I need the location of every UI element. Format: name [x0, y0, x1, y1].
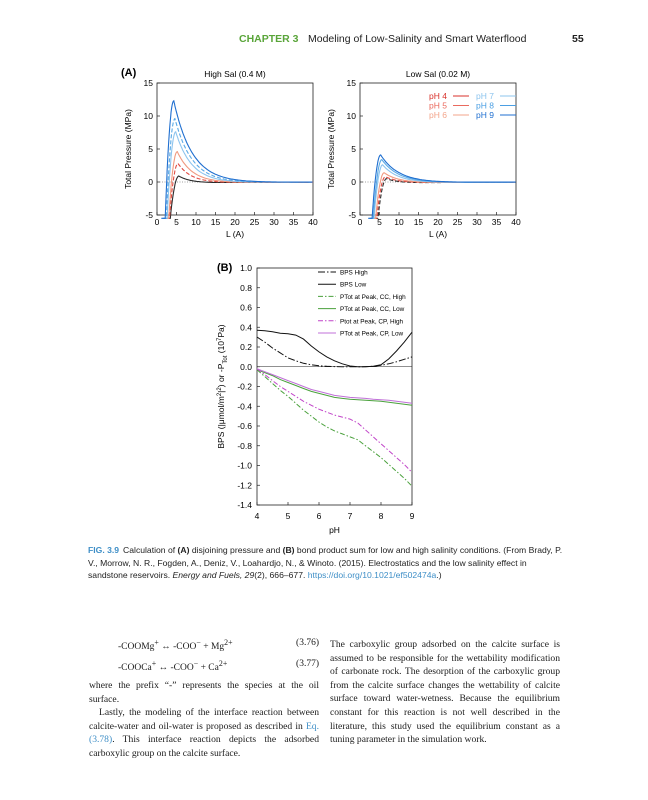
y-tick-label: -1.0 — [237, 460, 252, 471]
x-axis-label: L (A) — [428, 229, 448, 239]
y-tick-label: -0.4 — [237, 401, 252, 412]
legend-label: Ptot at Peak, CP, High — [340, 318, 404, 326]
y-tick-label: 0.6 — [240, 302, 252, 313]
legend-label: BPS Low — [340, 281, 367, 289]
x-tick-label: 20 — [230, 217, 240, 227]
y-axis-label: Total Pressure (MPa) — [326, 109, 336, 189]
x-tick-label: 6 — [316, 511, 322, 521]
x-tick-label: 25 — [452, 217, 463, 227]
chart-title: High Sal (0.4 M) — [204, 69, 266, 79]
paragraph: Lastly, the modeling of the interface reaction between calcite-water and oil-water is proposed as described in Eq. (3.78). This interface reaction depicts the adsorbed carboxylic group on the calcite surface. — [89, 707, 319, 759]
figure-caption — [88, 544, 568, 582]
y-tick-label: -1.4 — [237, 500, 252, 510]
x-tick-label: 35 — [288, 217, 299, 227]
y-axis-label: BPS $(|\mu mol/m^2|^2)$ or $-P_{Tot}$ $(10^7Pa)$ — [216, 324, 229, 449]
legend-label: pH 5 — [429, 100, 447, 111]
series-line — [374, 179, 516, 219]
y-tick-label: -1.2 — [237, 480, 252, 491]
bps-plot — [216, 263, 415, 535]
y-tick-label: 0.4 — [240, 322, 252, 333]
y-tick-label: -5 — [145, 210, 153, 220]
chapter-label: CHAPTER 3 — [239, 33, 299, 45]
equation-body: -COOCa+ ↔ $-COO^- + Ca^{2+}$ — [118, 659, 228, 674]
pressure-plot-low-sal — [326, 69, 521, 239]
x-tick-label: 10 — [394, 217, 404, 227]
equation-link[interactable]: Eq. (3.78) — [89, 720, 319, 746]
legend-label: PTot at Peak, CC, High — [340, 293, 406, 301]
x-tick-label: 0 — [357, 217, 363, 227]
caption-text: (2), 666–677. — [254, 570, 308, 581]
caption-bold-a: (A) — [177, 545, 190, 555]
equation-body: -COOMg+ ↔ $-COO^- + Mg^{2+}$ — [118, 638, 233, 653]
x-tick-label: 20 — [433, 217, 443, 227]
y-tick-label: -0.2 — [237, 381, 252, 392]
series-line — [161, 101, 312, 219]
legend-label: PTot at Peak, CP, Low — [340, 330, 404, 338]
y-tick-label: 1.0 — [240, 263, 252, 273]
x-tick-label: 5 — [174, 217, 179, 227]
series-line — [369, 160, 514, 219]
y-tick-label: 10 — [143, 111, 153, 121]
x-tick-label: 25 — [249, 217, 260, 227]
x-tick-label: 5 — [377, 217, 382, 227]
x-tick-label: 35 — [491, 217, 502, 227]
x-tick-label: 9 — [409, 511, 415, 521]
series-line — [370, 165, 515, 219]
pressure-plot-high-sal — [123, 69, 318, 239]
y-tick-label: -0.8 — [237, 440, 252, 451]
y-tick-label: 0 — [351, 177, 356, 187]
chapter-title: Modeling of Low-Salinity and Smart Waterflood — [308, 33, 527, 45]
page-number: 55 — [572, 33, 584, 45]
y-tick-label: 15 — [346, 78, 356, 88]
equation-3-77 — [89, 659, 319, 673]
y-tick-label: -5 — [348, 210, 356, 220]
x-axis-label: L (A) — [225, 229, 245, 239]
series-line — [166, 164, 313, 219]
chart-title: Low Sal (0.02 M) — [405, 69, 471, 79]
x-tick-label: 7 — [347, 511, 353, 521]
series-line — [163, 132, 312, 219]
caption-text: bond product sum for low and high salinity conditions. (From Brady, P. V., Morrow, N. R., Fogden, A., Deniz, V., Loahardjo, N., & Winoto. (2015). Electrostatics and the low salinity effect in sandstone reservoirs. — [88, 545, 563, 581]
x-tick-label: 15 — [210, 217, 221, 227]
legend-label: pH 9 — [476, 110, 494, 120]
series-line — [257, 369, 412, 473]
legend-label: pH 7 — [476, 91, 494, 101]
legend — [318, 270, 406, 338]
panel-label-b: (B) — [217, 262, 233, 274]
caption-text: .) — [436, 570, 442, 581]
y-tick-label: 5 — [148, 144, 153, 154]
series-line — [165, 152, 312, 219]
equation-3-76 — [89, 638, 319, 652]
y-tick-label: 15 — [143, 78, 153, 88]
series-line — [257, 370, 412, 487]
x-axis-label: pH — [329, 525, 340, 535]
legend-label: PTot at Peak, CC, Low — [340, 306, 405, 314]
y-tick-label: 0.2 — [240, 342, 252, 352]
x-tick-label: 30 — [269, 217, 279, 227]
x-tick-label: 5 — [285, 511, 291, 521]
plot-frame — [157, 83, 313, 215]
x-tick-label: 8 — [378, 511, 384, 521]
x-tick-label: 4 — [254, 511, 260, 521]
legend-label: pH 8 — [476, 100, 494, 111]
series-line — [257, 337, 412, 367]
x-tick-label: 15 — [413, 217, 424, 227]
caption-doi-link[interactable]: https://doi.org/10.1021/ef502474a — [307, 570, 437, 581]
series-line — [368, 155, 515, 218]
y-tick-label: 5 — [351, 144, 356, 154]
x-tick-label: 40 — [308, 217, 318, 227]
x-tick-label: 0 — [154, 217, 160, 227]
y-tick-label: 0 — [148, 177, 153, 187]
legend-label: pH 4 — [429, 91, 447, 101]
caption-bold-b: (B) — [282, 545, 295, 555]
caption-journal: Energy and Fuels, 29 — [172, 570, 255, 581]
equation-number: (3.76) — [296, 638, 319, 648]
y-tick-label: 0.8 — [240, 282, 252, 293]
caption-text: disjoining pressure and — [189, 545, 283, 555]
right-column-text — [330, 638, 560, 747]
caption-label: FIG. 3.9 — [88, 545, 120, 555]
y-tick-label: -0.6 — [237, 421, 252, 431]
x-tick-label: 10 — [191, 217, 201, 227]
paragraph: where the prefix “-” represents the species at the oil surface. — [89, 680, 319, 705]
left-column-text — [89, 679, 319, 761]
y-tick-label: 0.0 — [240, 361, 252, 372]
series-line — [163, 119, 312, 219]
y-tick-label: 10 — [346, 111, 356, 121]
x-tick-label: 30 — [472, 217, 482, 227]
y-axis-label: Total Pressure (MPa) — [123, 109, 133, 189]
x-tick-label: 40 — [511, 217, 521, 227]
legend — [429, 91, 516, 120]
legend-label: BPS High — [340, 269, 368, 277]
panel-label-a: (A) — [121, 67, 137, 79]
equation-number: (3.77) — [296, 659, 319, 669]
paragraph: The carboxylic group adsorbed on the calcite surface is assumed to be responsible for the wettability modification of carbonate rock. The desorption of the carboxylic group from the calcite surface changes the wettability of calcite surface toward water-wetness. Because the equilibrium constant for this reaction is not well described in the literature, this study used the equilibrium constant as a tuning parameter in the simulation work. — [330, 639, 560, 746]
caption-text: Calculation of — [123, 545, 178, 555]
legend-label: pH 6 — [429, 110, 447, 120]
